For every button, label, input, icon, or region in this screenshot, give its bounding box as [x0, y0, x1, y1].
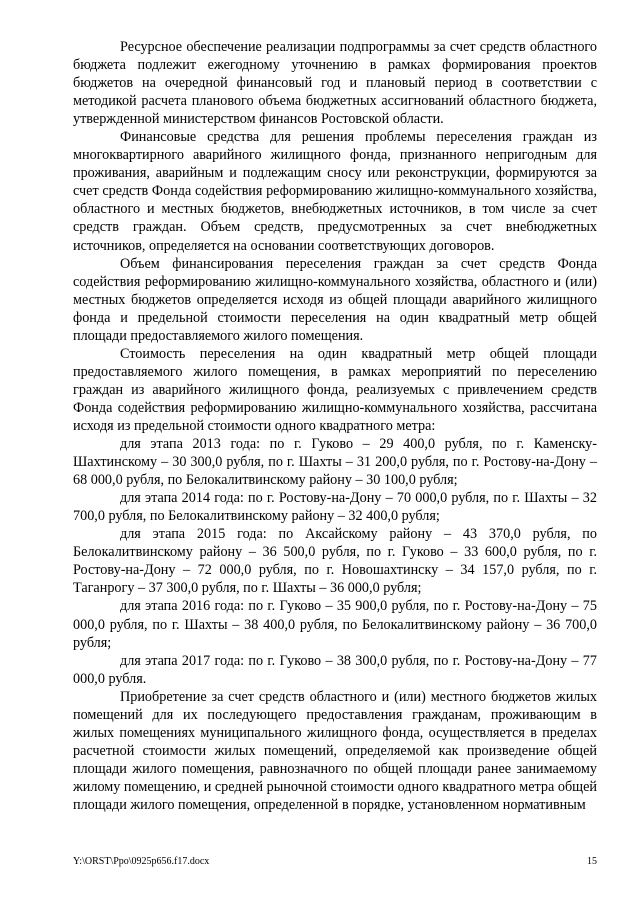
- paragraph-stage-2014: для этапа 2014 года: по г. Ростову-на-Дону – 70 000,0 рубля, по г. Шахты – 32 700,0 рубля, по Белокалитвинскому району – 32 400,0 рубля;: [73, 490, 597, 525]
- paragraph-funding-volume: Объем финансирования переселения граждан за счет средств Фонда содействия реформированию жилищно-коммунального хозяйства, областного и (или) местных бюджетов определяется исходя из общей площади аварийного жилищного фонда и предельной стоимости переселения на один квадратный метр общей площади предоставляемого жилого помещения.: [73, 255, 597, 344]
- paragraph-stage-2016: для этапа 2016 года: по г. Гуково – 35 900,0 рубля, по г. Ростову-на-Дону – 75 000,0 рубля, по г. Шахты – 38 400,0 рубля, по Белокалитвинскому району – 36 700,0 рубля;: [73, 598, 597, 651]
- paragraph-financial-sources: Финансовые средства для решения проблемы переселения граждан из многоквартирного аварийного жилищного фонда, признанного непригодным для проживания, аварийным и подлежащим сносу или реконструкции, формируются за счет средств Фонда содействия реформированию жилищно-коммунального хозяйства, областного и местных бюджетов, внебюджетных источников, в том числе за счет средств граждан. Объем средств, предусмотренных за счет внебюджетных источников, определяется на основании соответствующих договоров.: [73, 129, 597, 254]
- footer-page-number: 15: [587, 856, 597, 867]
- footer-file-path: Y:\ORST\Ppo\0925p656.f17.docx: [73, 856, 210, 867]
- paragraph-cost-per-sqm: Стоимость переселения на один квадратный метр общей площади предоставляемого жилого помещения, в рамках мероприятий по переселению граждан из аварийного жилищного фонда, реализуемых с привлечением средств Фонда содействия реформированию жилищно-коммунального хозяйства, рассчитана исходя из предельной стоимости одного квадратного метра:: [73, 345, 597, 434]
- paragraph-stage-2015: для этапа 2015 года: по Аксайскому району – 43 370,0 рубля, по Белокалитвинскому району – 36 500,0 рубля, по г. Гуково – 33 600,0 рубля, по г. Ростову-на-Дону – 72 000,0 рубля, по г. Новошахтинску – 34 157,0 рубля, по г. Таганрогу – 37 300,0 рубля, по г. Шахты – 36 000,0 рубля;: [73, 526, 597, 597]
- paragraph-stage-2017: для этапа 2017 года: по г. Гуково – 38 300,0 рубля, по г. Ростову-на-Дону – 77 000,0 рубля.: [73, 652, 597, 687]
- paragraph-resource-provision: Ресурсное обеспечение реализации подпрограммы за счет средств областного бюджета подлежит ежегодному уточнению в рамках формирования проектов бюджетов на очередной финансовый год и плановый период в соответствии с методикой расчета планового объема бюджетных ассигнований областного бюджета, утвержденной министерством финансов Ростовской области.: [73, 39, 597, 128]
- document-body: [73, 38, 597, 814]
- paragraph-stage-2013: для этапа 2013 года: по г. Гуково – 29 400,0 рубля, по г. Каменску-Шахтинскому – 30 300,0 рубля, по г. Шахты – 31 200,0 рубля, по г. Ростову-на-Дону – 68 000,0 рубля, по Белокалитвинскому району – 30 100,0 рубля;: [73, 436, 597, 489]
- paragraph-housing-acquisition: Приобретение за счет средств областного и (или) местного бюджетов жилых помещений для их последующего предоставления гражданам, проживающим в жилых помещениях муниципального жилищного фонда, осуществляется в пределах расчетной стоимости жилых помещений, определяемой как произведение общей площади жилого помещения, равнозначного по общей площади ранее занимаемому жилому помещению, и средней рыночной стоимости одного квадратного метра общей площади жилого помещения, определенной в порядке, установленном нормативным: [73, 688, 597, 813]
